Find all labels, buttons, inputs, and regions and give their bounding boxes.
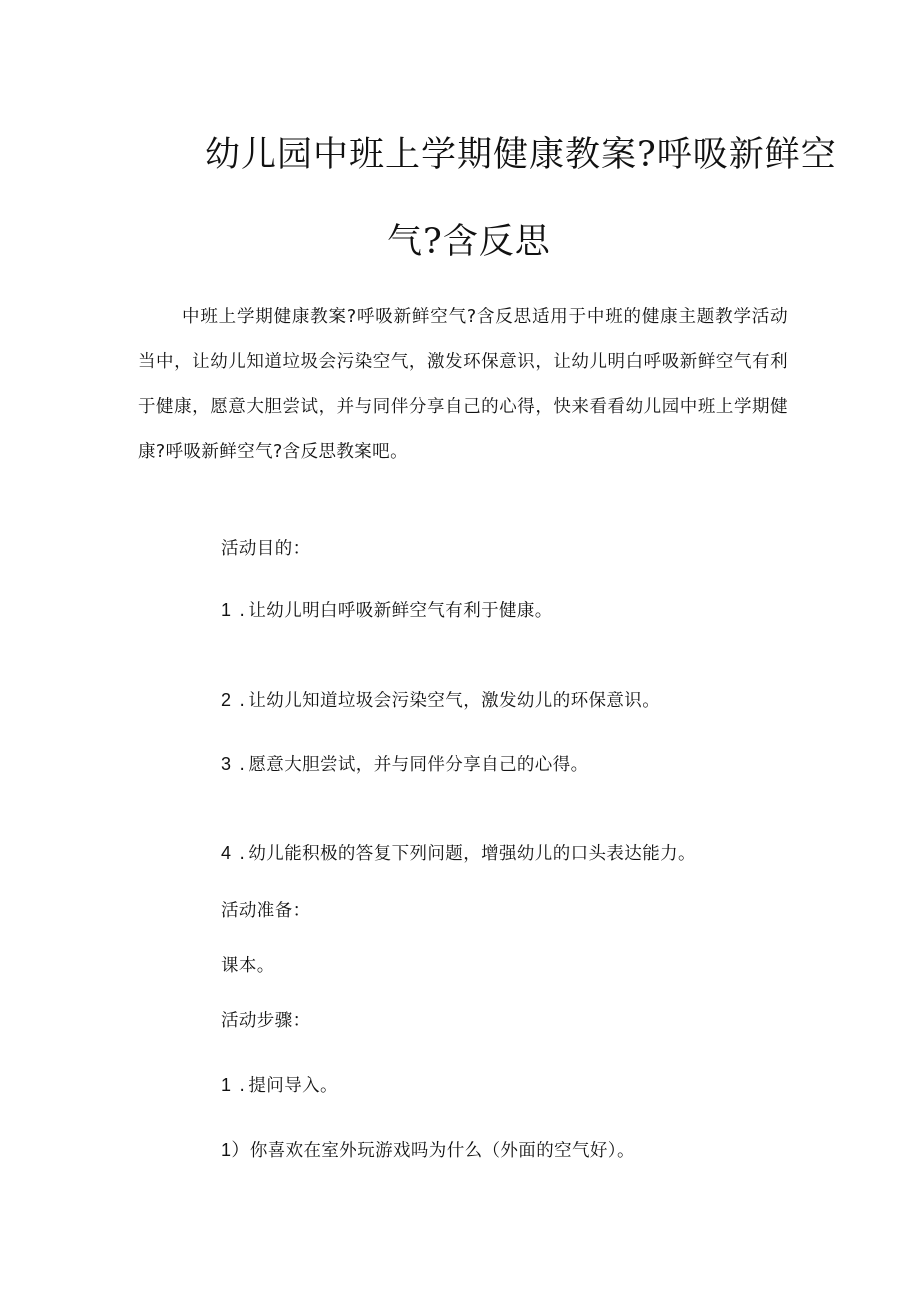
list-separator: . (239, 844, 246, 864)
document-title-line-1: 幼儿园中班上学期健康教案?呼吸新鲜空 (205, 135, 837, 175)
objective-text: 让幼儿明白呼吸新鲜空气有利于健康。 (248, 601, 553, 621)
objective-text: 幼儿能积极的答复下列问题，增强幼儿的口头表达能力。 (248, 844, 696, 864)
document-title-line-2: 气?含反思 (387, 222, 551, 262)
objective-number: 4 (221, 843, 232, 863)
sub-step-text: 你喜欢在室外玩游戏吗为什么（外面的空气好）。 (249, 1141, 635, 1161)
objective-text: 让幼儿知道垃圾会污染空气，激发幼儿的环保意识。 (248, 691, 661, 711)
step-text: 提问导入。 (248, 1076, 338, 1096)
preparation-content: 课本。 (221, 956, 275, 976)
list-separator: . (239, 1076, 246, 1096)
list-separator: . (239, 601, 246, 621)
preparation-heading: 活动准备： (221, 901, 311, 921)
objective-number: 1 (221, 600, 232, 620)
intro-paragraph: 中班上学期健康教案?呼吸新鲜空气?含反思适用于中班的健康主题教学活动当中，让幼儿知道垃圾会污染空气，激发环保意识，让幼儿明白呼吸新鲜空气有利于健康，愿意大胆尝试，并与同伴分享自己的心得，快来看看幼儿园中班上学期健康?呼吸新鲜空气?含反思教案吧。 (138, 307, 788, 462)
list-separator: . (239, 691, 246, 711)
sub-step-number: 1） (221, 1140, 250, 1160)
objective-item-4 (221, 840, 696, 867)
steps-heading: 活动步骤： (221, 1011, 311, 1031)
step-number: 1 (221, 1075, 232, 1095)
objective-number: 3 (221, 754, 232, 774)
objective-number: 2 (221, 690, 232, 710)
sub-step-item-1 (221, 1137, 635, 1164)
list-separator: . (239, 755, 246, 775)
objective-item-2 (221, 687, 660, 714)
objectives-heading: 活动目的： (221, 539, 311, 559)
objective-text: 愿意大胆尝试，并与同伴分享自己的心得。 (248, 755, 589, 775)
step-item-1 (221, 1072, 338, 1099)
objective-item-1 (221, 597, 553, 624)
objective-item-3 (221, 751, 589, 778)
